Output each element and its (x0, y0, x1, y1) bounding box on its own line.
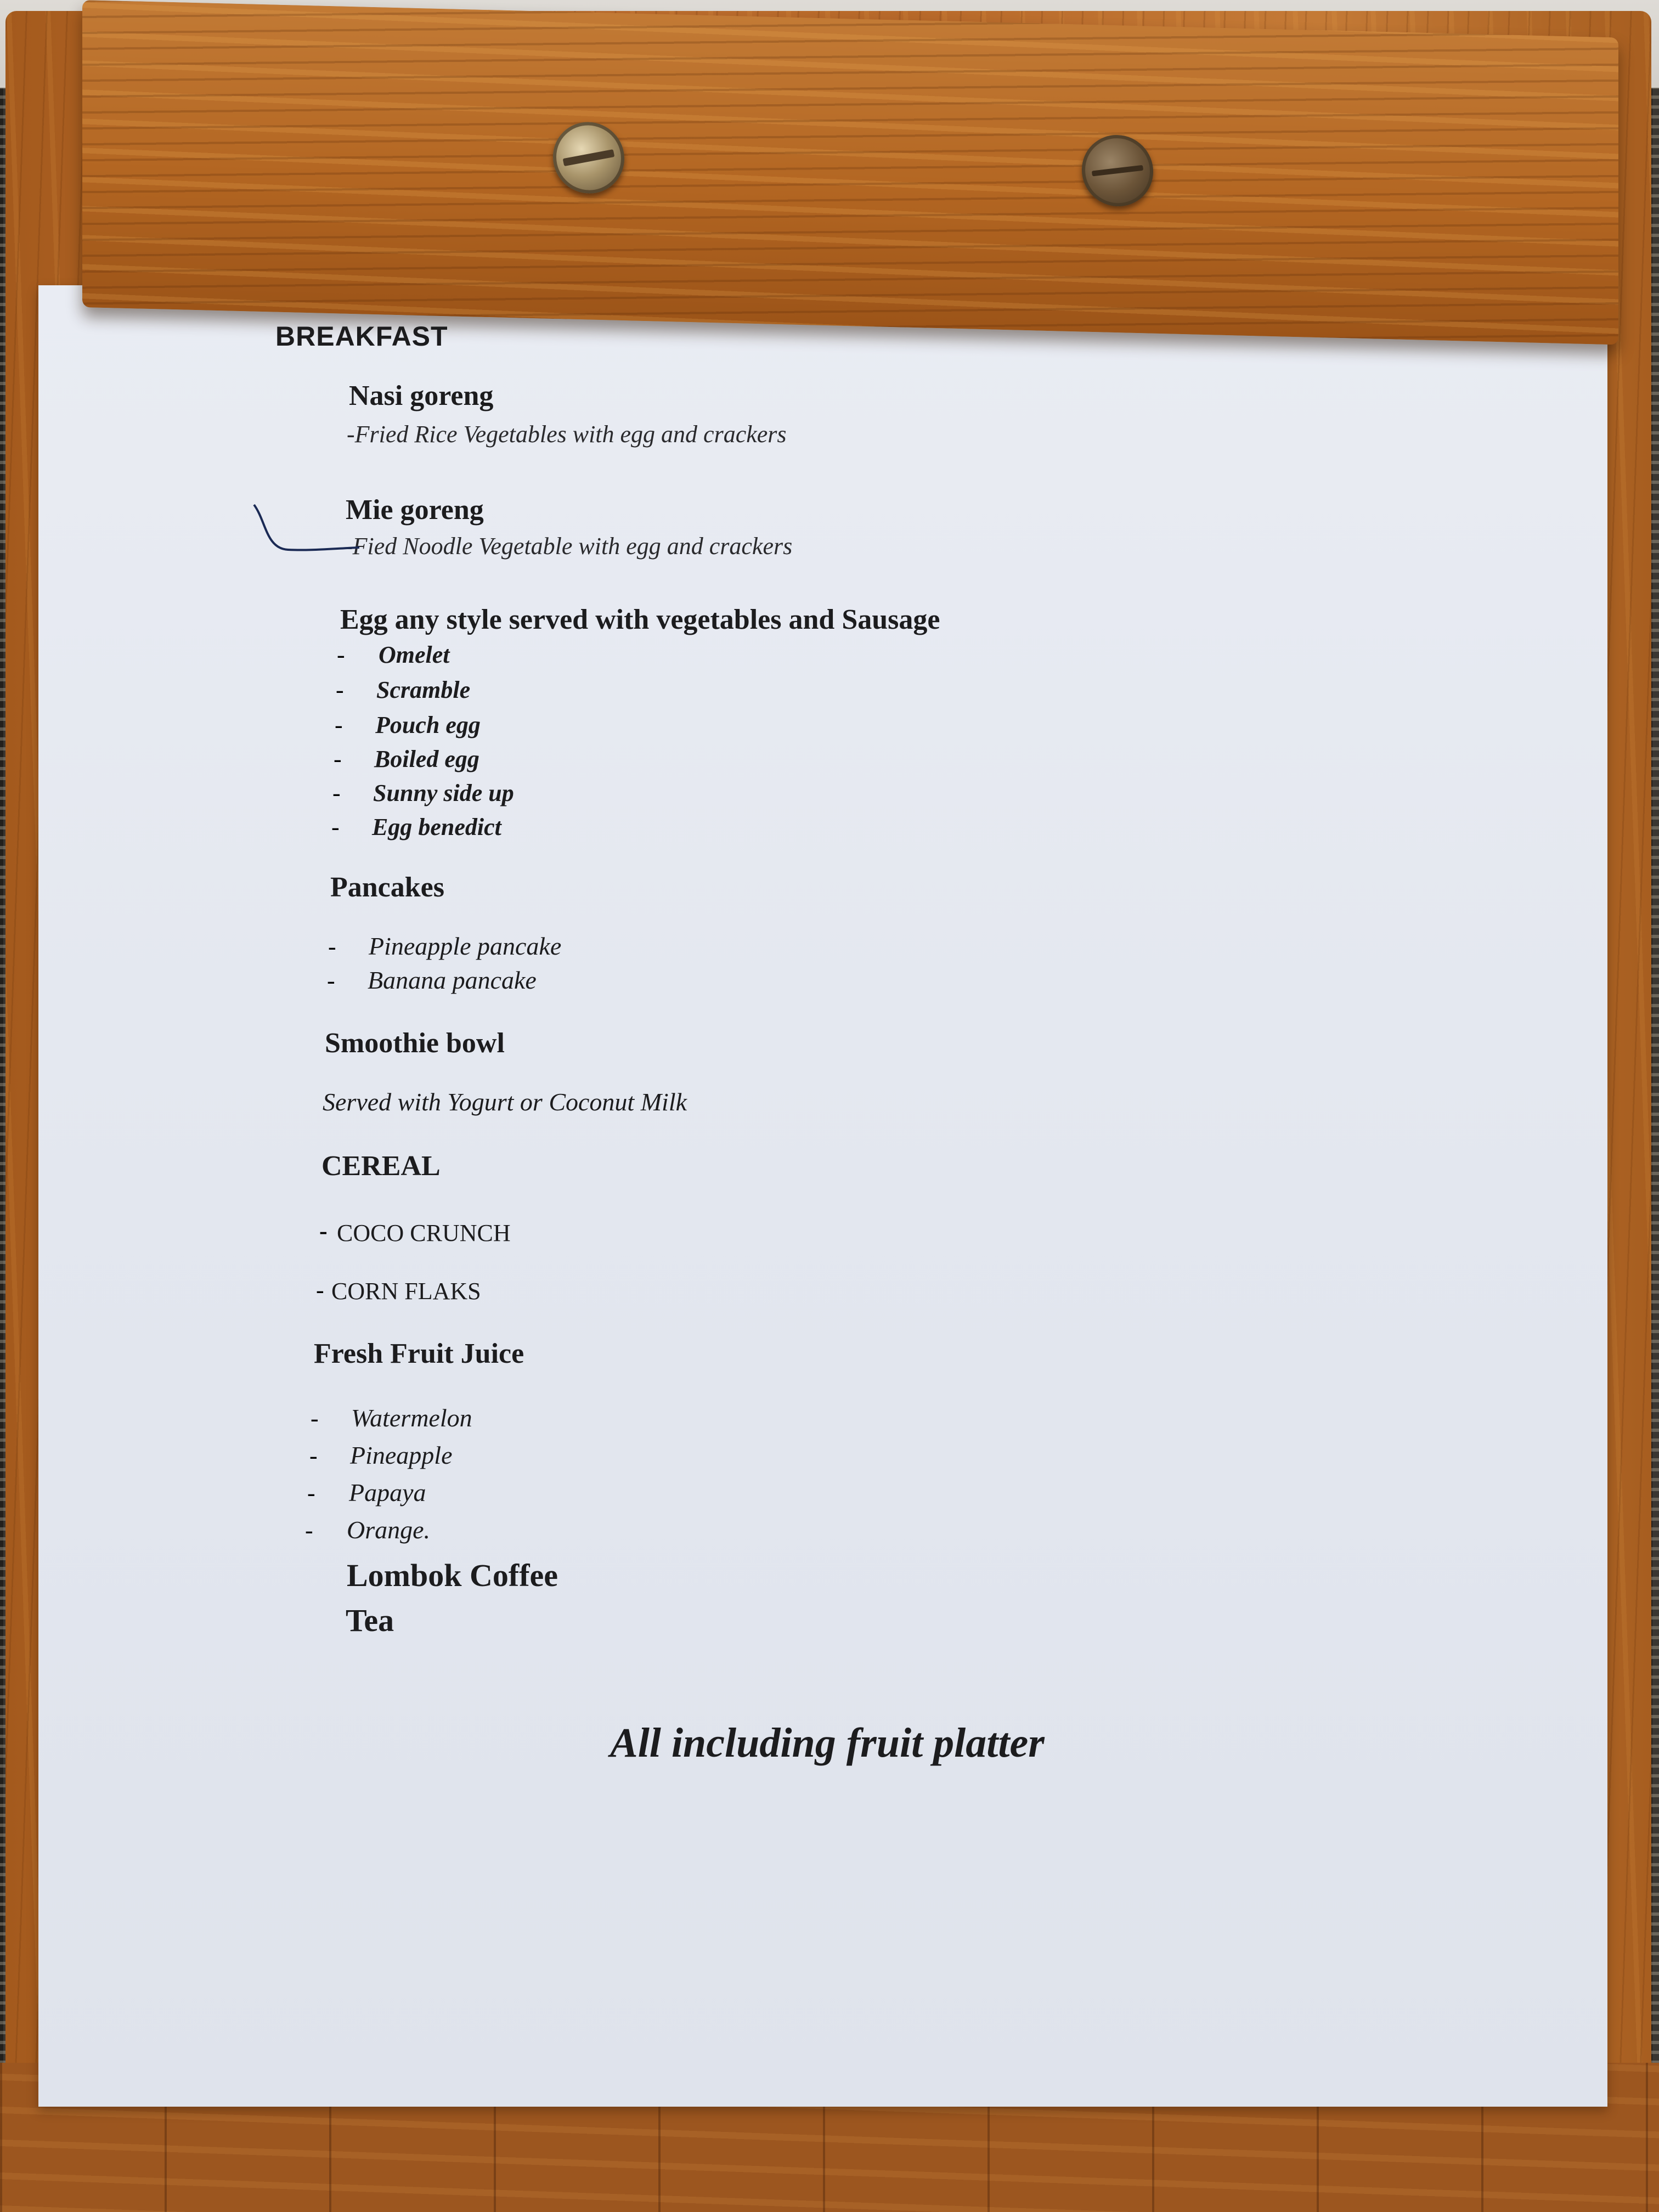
clipboard-clamp-bar (82, 0, 1618, 345)
list-dash: - (332, 780, 341, 806)
list-dash: - (334, 746, 342, 772)
pen-mark (250, 499, 359, 560)
juice-item: Papaya (349, 1479, 426, 1506)
juice-heading: Fresh Fruit Juice (314, 1338, 524, 1369)
list-dash: - (336, 676, 344, 703)
egg-item: Pouch egg (375, 712, 481, 738)
list-dash: - (337, 641, 345, 668)
juice-item: Pineapple (350, 1441, 453, 1469)
pancake-item: Banana pancake (368, 966, 537, 994)
egg-item: Boiled egg (374, 746, 479, 772)
screw-right (1082, 134, 1153, 207)
pancake-item: Pineapple pancake (369, 932, 562, 960)
cereal-heading: CEREAL (321, 1150, 441, 1182)
coffee-item: Lombok Coffee (347, 1558, 558, 1593)
list-dash: - (307, 1480, 315, 1506)
egg-item: Omelet (379, 641, 450, 668)
menu-title: BREAKFAST (275, 321, 448, 352)
list-dash: - (335, 712, 343, 738)
list-dash: - (328, 933, 336, 960)
nasi-goreng-desc: -Fried Rice Vegetables with egg and crackers (347, 421, 787, 448)
juice-item: Orange. (347, 1516, 431, 1544)
nasi-goreng-name: Nasi goreng (349, 380, 494, 411)
pancakes-heading: Pancakes (330, 872, 444, 903)
egg-heading: Egg any style served with vegetables and Sausage (340, 604, 940, 635)
egg-item: Sunny side up (373, 780, 514, 806)
egg-item: Egg benedict (372, 814, 501, 840)
list-dash: - (319, 1217, 328, 1244)
smoothie-desc: Served with Yogurt or Coconut Milk (323, 1088, 687, 1116)
juice-item: Watermelon (351, 1404, 472, 1432)
mie-goreng-name: Mie goreng (346, 494, 484, 526)
list-dash: - (305, 1517, 313, 1544)
screw-left (553, 121, 624, 194)
cereal-item: COCO CRUNCH (337, 1220, 511, 1246)
list-dash: - (331, 814, 340, 840)
list-dash: - (309, 1442, 318, 1469)
egg-item: Scramble (376, 676, 471, 703)
smoothie-heading: Smoothie bowl (325, 1028, 505, 1059)
mie-goreng-desc: -Fied Noodle Vegetable with egg and crackers (345, 533, 793, 560)
footer-note: All including fruit platter (610, 1720, 1045, 1766)
list-dash: - (316, 1277, 324, 1304)
cereal-item: CORN FLAKS (331, 1278, 481, 1305)
list-dash: - (311, 1405, 319, 1432)
tea-item: Tea (346, 1602, 394, 1638)
list-dash: - (327, 967, 335, 994)
